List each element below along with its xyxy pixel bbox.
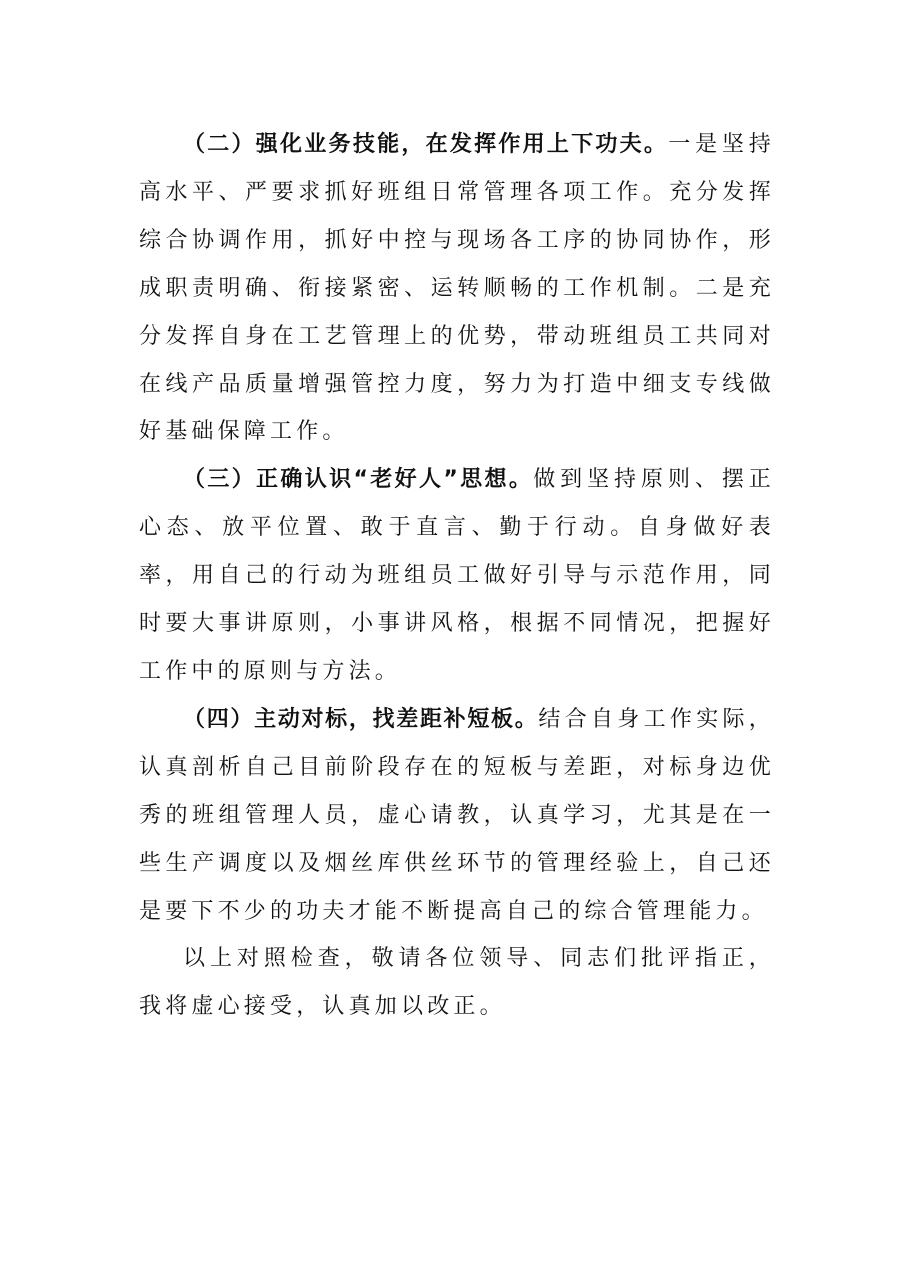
paragraph-four-text: 结合自身工作实际，认真剖析自己目前阶段存在的短板与差距，对标身边优秀的班组管理人员，虚心请教，认真学习，尤其是在一些生产调度以及烟丝库供丝环节的管理经验上，自己还是要下不少的功夫才能不断提高自己的综合管理能力。 [139,706,775,924]
paragraph-two [139,121,775,456]
paragraph-three [139,456,775,696]
closing-paragraph [139,935,775,1031]
paragraph-four [139,696,775,936]
paragraph-two-text: 一是坚持高水平、严要求抓好班组日常管理各项工作。充分发挥综合协调作用，抓好中控与现场各工序的协同协作，形成职责明确、衔接紧密、运转顺畅的工作机制。二是充分发挥自身在工艺管理上的优势，带动班组员工共同对在线产品质量增强管控力度，努力为打造中细支专线做好基础保障工作。 [139,132,775,445]
paragraph-three-heading: （三）正确认识“老好人”思想。 [183,467,534,493]
paragraph-four-heading: （四）主动对标，找差距补短板。 [183,706,539,732]
document-body [139,121,775,1031]
paragraph-two-heading: （二）强化业务技能，在发挥作用上下功夫。 [183,132,669,157]
paragraph-three-text: 做到坚持原则、摆正心态、放平位置、敢于直言、勤于行动。自身做好表率，用自己的行动为班组员工做好引导与示范作用，同时要大事讲原则，小事讲风格，根据不同情况，把握好工作中的原则与方法。 [139,467,775,684]
closing-text: 以上对照检查，敬请各位领导、同志们批评指正，我将虚心接受，认真加以改正。 [139,946,775,1020]
